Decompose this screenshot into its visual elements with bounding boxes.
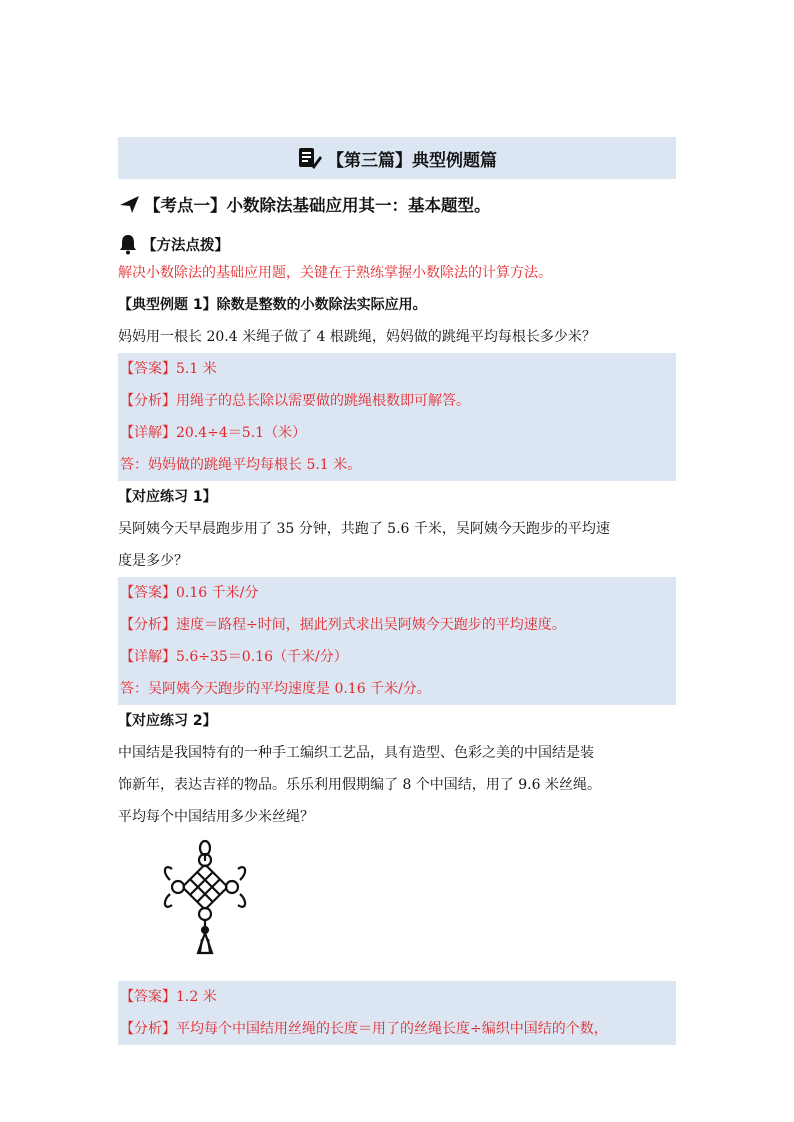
answer-label: 【答案】 — [120, 361, 176, 377]
analysis-text: 速度＝路程÷时间，据此列式求出吴阿姨今天跑步的平均速度。 — [176, 617, 566, 633]
practice2-analysis-line — [120, 1013, 676, 1045]
practice2-answer-line — [120, 981, 676, 1013]
example1-detail-line — [120, 417, 676, 449]
answer-value: 5.1 米 — [176, 361, 217, 377]
example1-answer-line — [120, 353, 676, 385]
pointer-arrow-icon — [118, 193, 142, 215]
practice1-analysis-line — [120, 609, 676, 641]
document-page — [118, 137, 676, 1045]
example1-question: 妈妈用一根长 20.4 米绳子做了 4 根跳绳，妈妈做的跳绳平均每根长多少米？ — [118, 329, 596, 345]
analysis-label: 【分析】 — [120, 393, 176, 409]
topic-heading — [118, 191, 676, 217]
example1-heading: 【典型例题 1】除数是整数的小数除法实际应用。 — [118, 297, 427, 313]
method-text: 解决小数除法的基础应用题，关键在于熟练掌握小数除法的计算方法。 — [118, 265, 552, 281]
analysis-label: 【分析】 — [120, 617, 176, 633]
analysis-text: 用绳子的总长除以需要做的跳绳根数即可解答。 — [176, 393, 470, 409]
detail-label: 【详解】 — [120, 425, 176, 441]
method-title: 【方法点拨】 — [142, 237, 229, 254]
practice1-question-line: 吴阿姨今天早晨跑步用了 35 分钟，共跑了 5.6 千米，吴阿姨今天跑步的平均速 — [118, 521, 610, 537]
practice2-question-line: 中国结是我国特有的一种手工编织工艺品，具有造型、色彩之美的中国结是装 — [118, 745, 594, 761]
detail-label: 【详解】 — [120, 649, 176, 665]
practice2-question-line: 饰新年，表达吉祥的物品。乐乐利用假期编了 8 个中国结，用了 9.6 米丝绳。 — [118, 777, 601, 793]
chinese-knot-figure — [118, 833, 676, 981]
practice1-answer-line — [120, 577, 676, 609]
topic-title: 【考点一】小数除法基础应用其一：基本题型。 — [144, 196, 491, 215]
practice1-answer-box — [118, 577, 676, 705]
notepad-pen-icon — [297, 145, 323, 171]
answer-label: 【答案】 — [120, 585, 176, 601]
example1-answer-box — [118, 353, 676, 481]
practice1-detail-line — [120, 641, 676, 673]
analysis-label: 【分析】 — [120, 1021, 176, 1037]
detail-text: 20.4÷4＝5.1（米） — [176, 425, 307, 441]
practice1-heading: 【对应练习 1】 — [118, 489, 217, 505]
section-banner — [118, 137, 676, 179]
method-heading — [118, 231, 676, 257]
practice1-question-line: 度是多少？ — [118, 553, 188, 569]
example1-analysis-line — [120, 385, 676, 417]
practice2-heading: 【对应练习 2】 — [118, 713, 217, 729]
chinese-knot-icon — [160, 839, 250, 957]
answer-label: 【答案】 — [120, 989, 176, 1005]
practice2-question-line: 平均每个中国结用多少米丝绳？ — [118, 809, 314, 825]
bell-icon — [118, 233, 138, 255]
answer-value: 1.2 米 — [176, 989, 217, 1005]
analysis-text: 平均每个中国结用丝绳的长度＝用了的丝绳长度÷编织中国结的个数， — [176, 1021, 608, 1037]
section-title: 【第三篇】典型例题篇 — [327, 150, 497, 171]
practice1-conclusion: 答：吴阿姨今天跑步的平均速度是 0.16 千米/分。 — [120, 681, 431, 697]
detail-text: 5.6÷35＝0.16（千米/分） — [176, 649, 348, 665]
answer-value: 0.16 千米/分 — [176, 585, 259, 601]
practice2-answer-box — [118, 981, 676, 1045]
example1-conclusion: 答：妈妈做的跳绳平均每根长 5.1 米。 — [120, 457, 362, 473]
